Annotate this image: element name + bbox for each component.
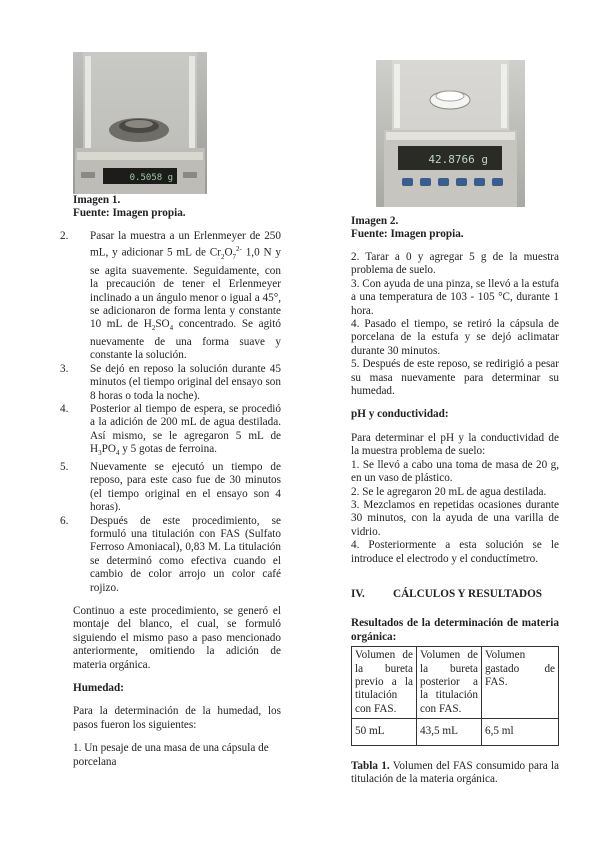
procedure-step-5: 5. Nuevamente se ejecutó un tiempo de reposo, para este caso fue de 30 minutos (el tiempo original en el ensayo son 4 horas).	[60, 460, 281, 514]
table-header-cell: Volumen gastado de FAS.	[482, 647, 559, 719]
ph-step-2: 2. Se le agregaron 20 mL de agua destilada.	[351, 485, 547, 498]
procedure-step-3: 3. Se dejó en reposo la solución durante 45 minutos (el tiempo original del ensayo son 8 horas o toda la noche).	[60, 362, 281, 402]
right-column	[351, 60, 559, 786]
ph-step-4: 4. Posteriormente a esta solución se le introduce el electrodo y el conductímetro.	[351, 539, 559, 565]
section-number: IV.	[351, 587, 365, 600]
humedad-steps	[351, 251, 559, 398]
humedad-intro: Para la determinación de la humedad, los pasos fueron los siguientes:	[73, 705, 281, 731]
table-cell: 50 mL	[352, 719, 417, 745]
table-cell: 43,5 mL	[417, 719, 482, 745]
balance-display-2: 42.8766 g	[428, 153, 488, 166]
table-header-row	[352, 647, 559, 719]
ph-steps	[351, 459, 559, 566]
humedad-step-5: 5. Después de este reposo, se redirigió a pesar su masa nuevamente para determinar su humedad.	[351, 358, 559, 398]
humedad-step-2: 2. Tarar a 0 y agregar 5 g de la muestra problema de suelo.	[351, 251, 559, 277]
left-column	[60, 52, 281, 769]
procedure-step-6: 6. Después de este procedimiento, se formuló una titulación con FAS (Sulfato Ferroso Amoniacal), 0,83 M. La titulación se determinó como efectiva cuando el cambio de color arrojo un color café rojizo.	[60, 514, 281, 594]
section-heading	[351, 588, 559, 601]
procedure-step-2: 2. Pasar la muestra a un Erlenmeyer de 250 mL, y adicionar 5 mL de $Cr_2O_7^{2-}$ 1,0 N y se agita suavemente. Seguidamente, con la precaución de tener el Erlenmeyer inclinado a un ángulo menor o igual a 45°, se adicionaron de forma lenta y constante 10 mL de $H_2SO_4$ concentrado. Se agitó nuevamente de una forma suave y constante la solución.	[60, 230, 281, 362]
results-heading: Resultados de la determinación de materia orgánica:	[351, 617, 559, 643]
table-row	[352, 719, 559, 745]
table-cell: 6,5 ml	[482, 719, 559, 745]
humedad-step-1: 1. Un pesaje de una masa de una cápsula de porcelana	[73, 742, 269, 768]
ph-intro: Para determinar el pH y la conductividad de la muestra problema de suelo:	[351, 431, 559, 458]
results-table	[351, 646, 559, 745]
ph-step-1: 1. Se llevó a cabo una toma de masa de 20 g, en un vaso de plástico.	[351, 458, 559, 485]
ph-step-3: 3. Mezclamos en repetidas ocasiones durante 30 minutos, con la ayuda de una varilla de vidrio.	[351, 498, 559, 538]
table-header-cell: Volumen de la bureta posterior a la titulación con FAS.	[417, 647, 482, 719]
humedad-step-4: 4. Pasado el tiempo, se retiró la cápsula de porcelana de la estufa y se dejó aclimatar durante 30 minutos.	[351, 318, 559, 357]
table-header-cell: Volumen de la bureta previo a la titulación con FAS.	[352, 647, 417, 719]
humedad-heading: Humedad:	[73, 682, 124, 695]
procedure-step-4: 4. Posterior al tiempo de espera, se procedió a la adición de 200 mL de agua destilada. Así mismo, se le agregaron 5 mL de $H_3PO_4$ y 5 gotas de ferroina.	[60, 403, 281, 458]
image-2-balance-photo	[376, 60, 525, 207]
ph-heading: pH y conductividad:	[351, 408, 449, 421]
image-2-caption: Imagen 2. Fuente: Imagen propia.	[351, 215, 464, 240]
balance-photo-1	[73, 52, 207, 194]
balance-display-1: 0.5058 g	[129, 173, 173, 183]
humedad-step-3: 3. Con ayuda de una pinza, se llevó a la estufa a una temperatura de 103 - 105 °C, durante 1 hora.	[351, 277, 559, 317]
table-caption: Tabla 1. Volumen del FAS consumido para la titulación de la materia orgánica.	[351, 759, 560, 785]
balance-photo-2	[376, 60, 525, 207]
image-1-balance-photo	[73, 52, 207, 194]
blank-assembly-paragraph: Continuo a este procedimiento, se generó el montaje del blanco, el cual, se formuló siguiendo el mismo paso a paso mencionado anteriormente, omitiendo la adición de materia orgánica.	[73, 605, 281, 671]
section-title: CÁLCULOS Y RESULTADOS	[393, 587, 542, 600]
procedure-steps	[60, 230, 281, 595]
image-1-caption: Imagen 1. Fuente: Imagen propia.	[73, 194, 186, 219]
